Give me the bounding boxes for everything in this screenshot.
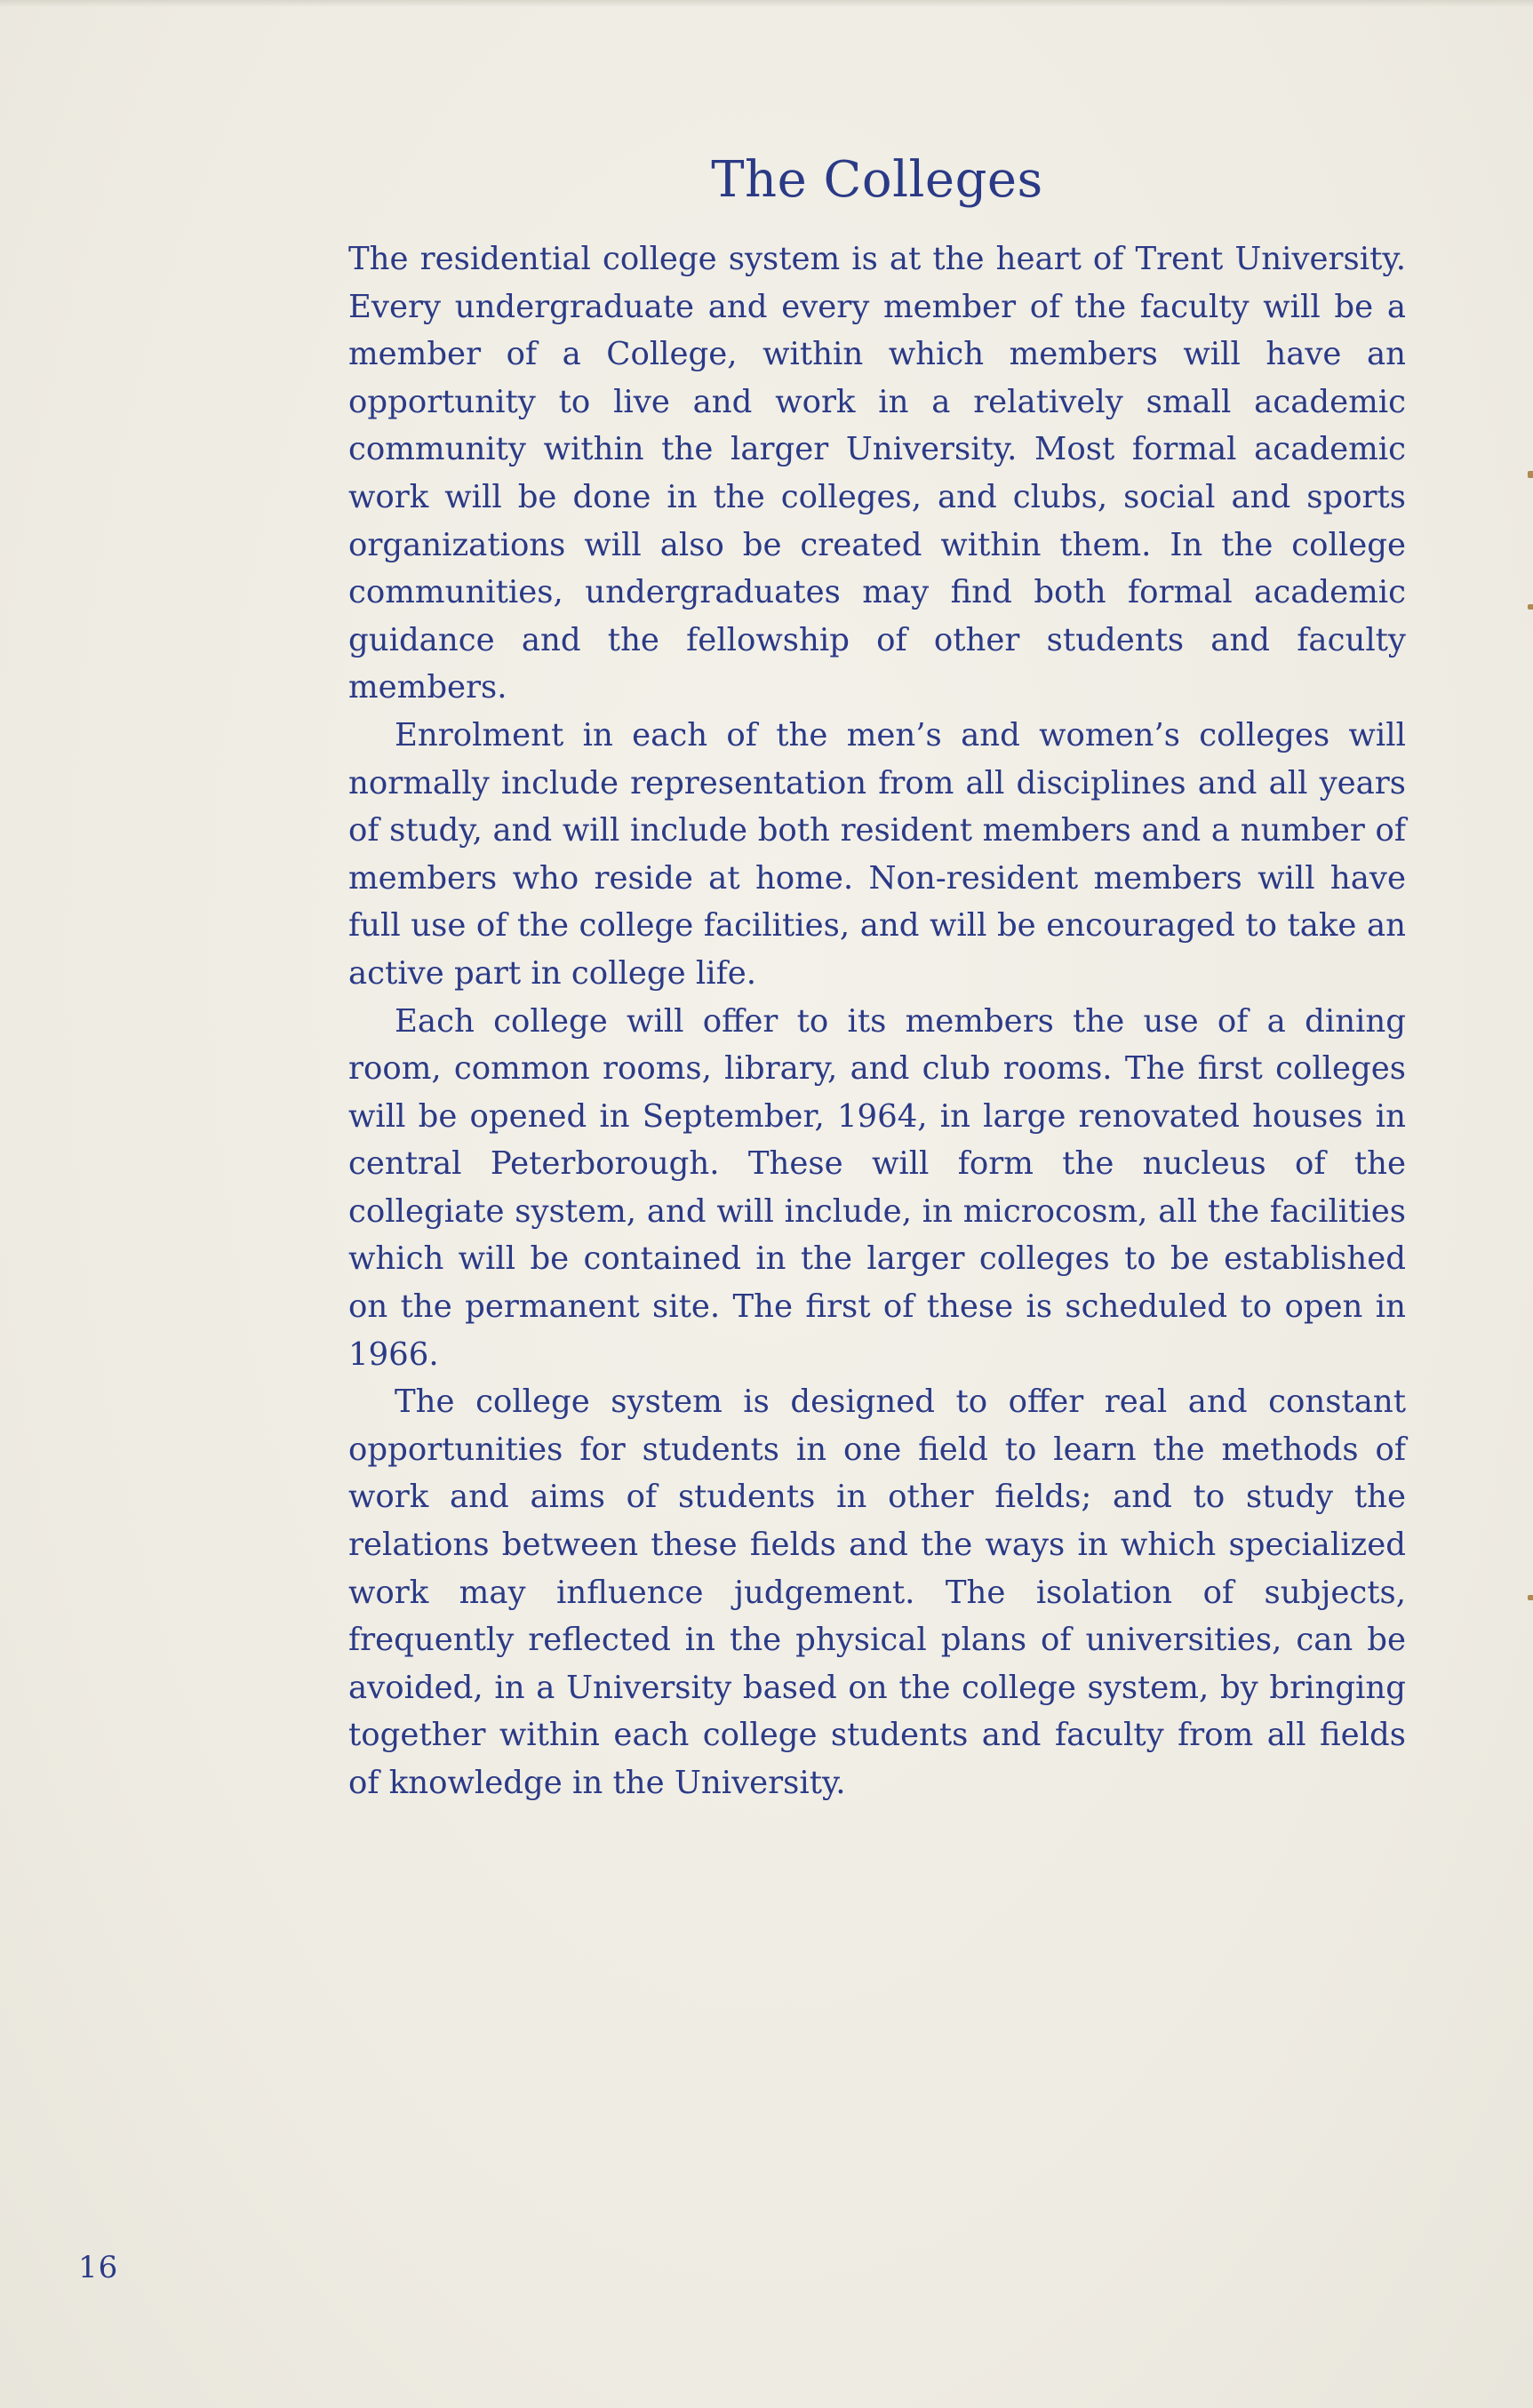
page-edge-mark [1528, 471, 1533, 478]
page-edge-mark [1528, 604, 1533, 610]
paragraph: The college system is designed to offer real and constant opportunities for students in one field to learn the methods of work and aims of students in other fields; and to study the relations between these fields and the ways in which specialized work may influence judgement. The isolation of subjects, frequently reflected in the physical plans of universities, can be avoided, in a University based on the college system, by bringing together within each college students and faculty from all fields of knowledge in the University. [348, 1383, 1406, 1801]
paragraph: The residential college system is at the heart of Trent University. Every undergraduate and every member of the faculty will be a member of a College, within which members will have an opportunity to live and work in a relatively small academic community within the larger University. Most formal academic work will be done in the colleges, and clubs, social and sports organizations will also be created within them. In the college communities, undergraduates may find both formal academic guidance and the fellowship of other students and faculty members. [348, 241, 1406, 706]
page-edge-mark [1528, 1595, 1533, 1600]
paragraph: Each college will offer to its members the use of a dining room, common rooms, library, and club rooms. The first colleges will be opened in September, 1964, in large renovated houses in central Peterborough. These will form the nucleus of the collegiate system, and will include, in microcosm, all the facilities which will be contained in the larger colleges to be established on the permanent site. The first of these is scheduled to open in 1966. [348, 1002, 1406, 1373]
paragraph: Enrolment in each of the men’s and women’s colleges will normally include representation from all disciplines and all years of study, and will include both resident members and a number of members who reside at home. Non-resident members will have full use of the college facilities, and will be encouraged to take an active part in college life. [348, 716, 1406, 992]
body-text [348, 235, 1406, 1807]
page-top-edge [0, 0, 1533, 7]
page-number: 16 [78, 2250, 119, 2285]
page-title: The Colleges [711, 151, 1043, 209]
